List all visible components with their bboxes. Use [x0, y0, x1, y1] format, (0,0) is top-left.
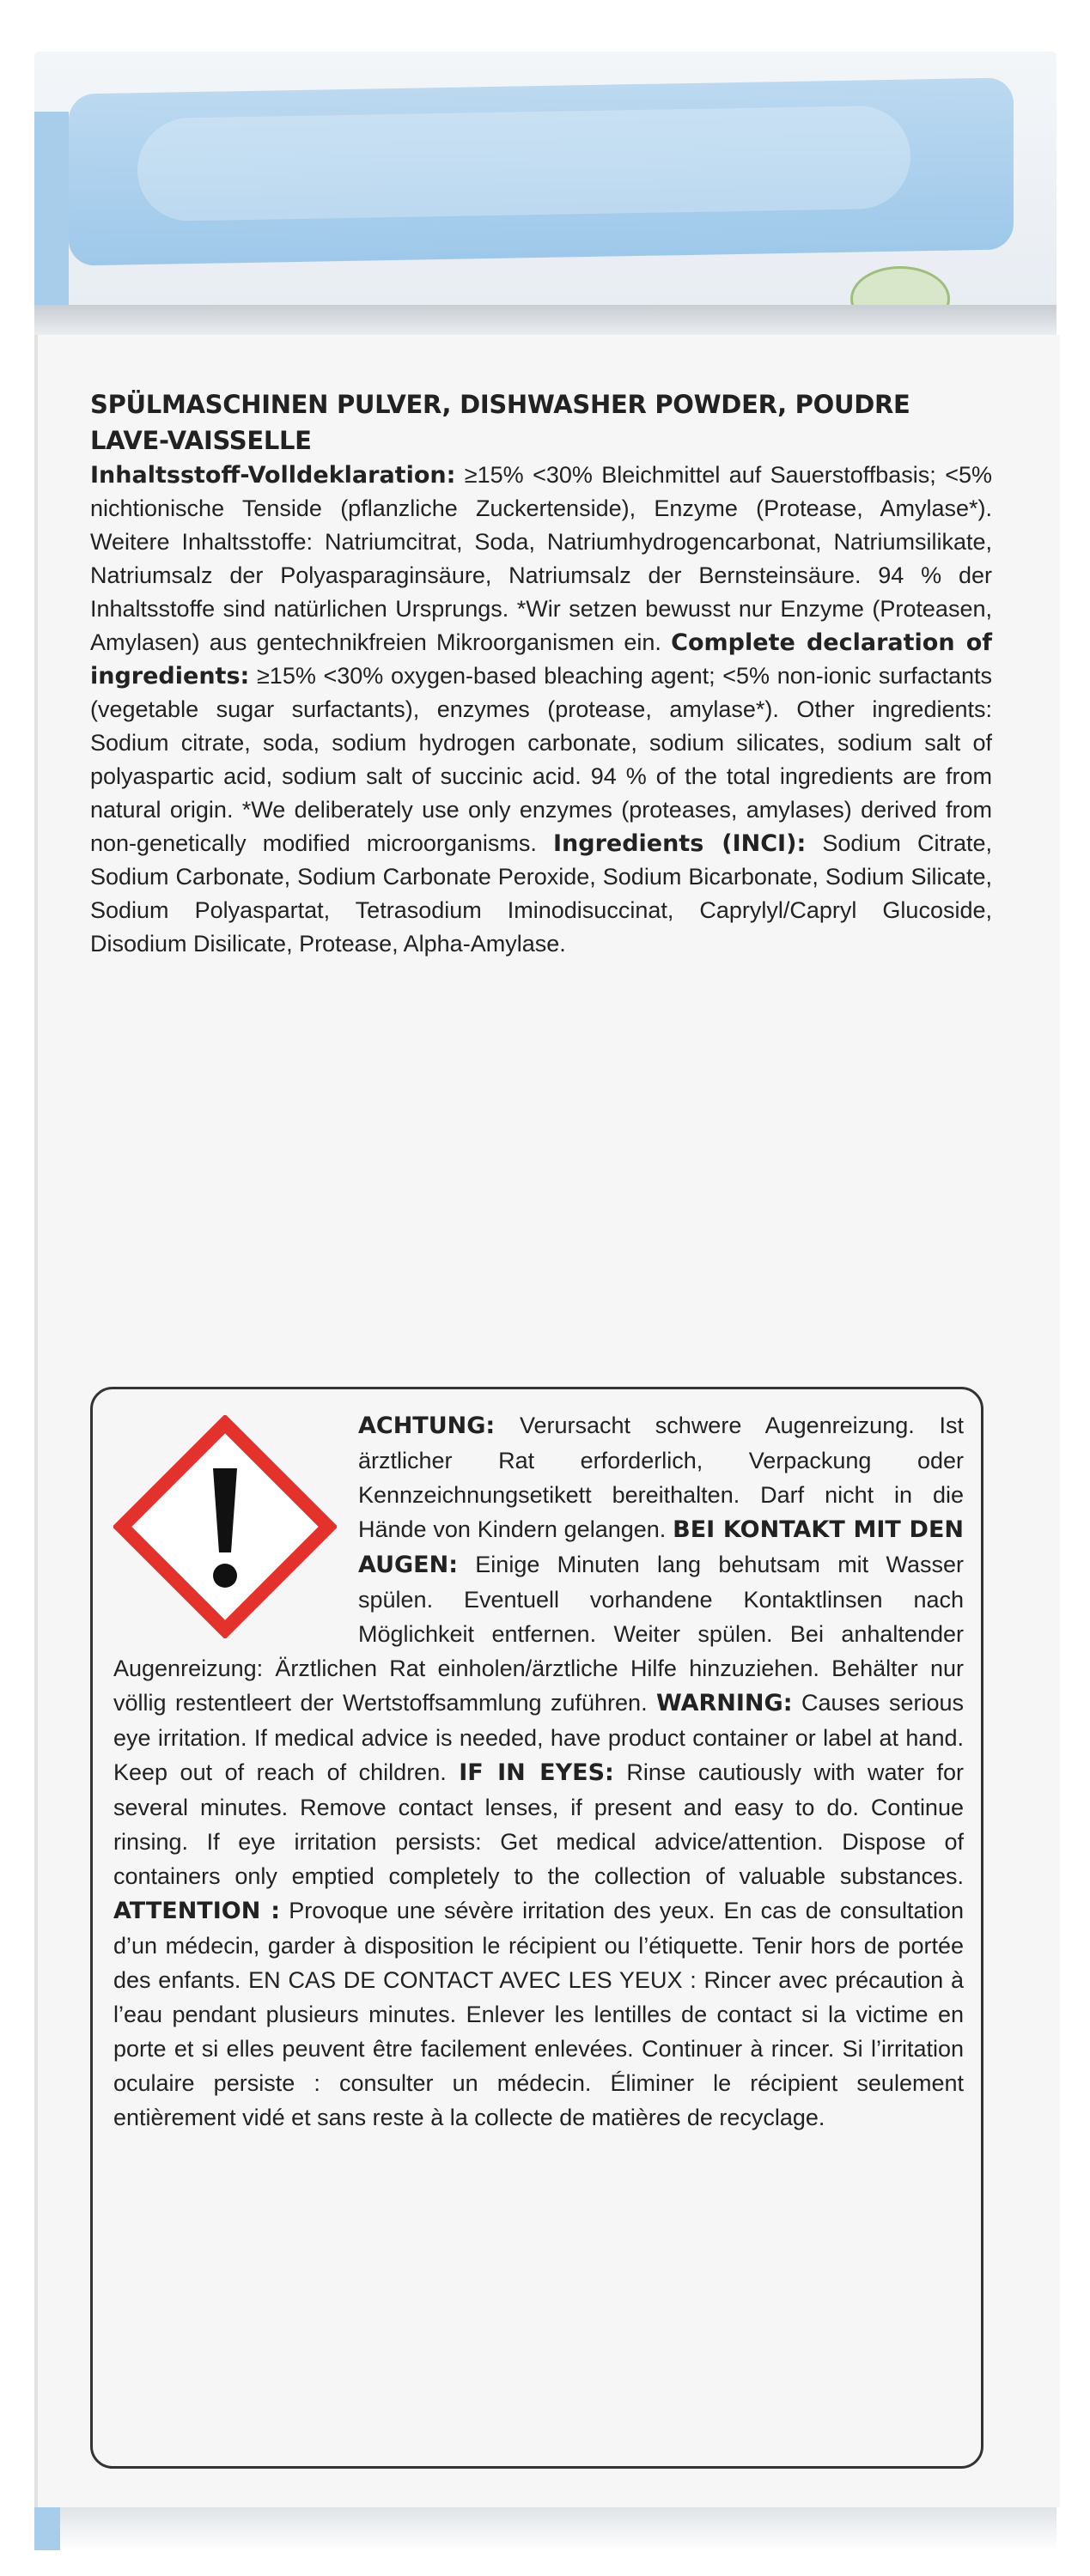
achtung-text: Verursacht schwere Augenreizung. Ist ärztlicher Rat erforderlich, Verpackung oder Kennzeichnungsetikett bereithalten. Darf nicht in die Hände von Kindern gelangen.: [358, 1413, 964, 1542]
box-left-edge: [34, 112, 69, 326]
de-text: ≥15% <30% Bleichmittel auf Sauerstoffbasis; <5% nichtionische Tenside (pflanzliche Zuckertenside), Enzyme (Protease, Amylase*). Weitere Inhaltsstoffe: Natriumcitrat, Soda, Natriumhydrogencarbonat, Natriumsilikate, Natriumsalz der Polyasparaginsäure, Natriumsalz der Bernsteinsäure. 94 % der Inhaltsstoffe sind natürlichen Ursprungs. *Wir setzen bewusst nur Enzyme (Proteasen, Amylasen) aus gentechnikfreien Mikroorganismen ein.: [90, 462, 992, 655]
if-in-eyes-text: Rinse cautiously with water for several minutes. Remove contact lenses, if present and easy to do. Continue rinsing. If eye irritation persists: Get medical advice/attention. Dispose of containers only emptied completely to the collection of valuable substances.: [113, 1759, 964, 1889]
box-bottom-edge: [34, 2507, 1057, 2550]
achtung-heading: ACHTUNG:: [358, 1413, 496, 1439]
inci-heading: Ingredients (INCI):: [552, 830, 807, 857]
warning-heading: WARNING:: [656, 1690, 793, 1716]
product-title: SPÜLMASCHINEN PULVER, DISHWASHER POWDER, POUDRE LAVE-VAISSELLE: [90, 390, 910, 455]
top-blue-band: [69, 77, 1014, 265]
box-bottom-blue: [34, 2507, 60, 2550]
bei-kontakt-text: Einige Minuten lang behutsam mit Wasser spülen. Eventuell vorhandene Kontaktlinsen nach Möglichkeit entfernen. Weiter spülen. Bei anhaltender Augenreizung: Ärztlichen Rat einholen/ärztliche Hilfe hinzuziehen. Behälter nur völlig restentleert der Wertstoffsammlung zuführen.: [113, 1552, 964, 1716]
en-heading: Complete declaration of ingredients:: [90, 629, 993, 690]
de-heading: Inhaltsstoff-Volldeklaration:: [90, 462, 456, 489]
ingredients-section: [90, 386, 992, 961]
if-in-eyes-heading: IF IN EYES:: [459, 1759, 614, 1786]
inci-text: Sodium Citrate, Sodium Carbonate, Sodium Carbonate Peroxide, Sodium Bicarbonate, Sodium Silicate, Sodium Polyaspartat, Tetrasodium Iminodisuccinat, Caprylyl/Capryl Glucoside, Disodium Disilicate, Protease, Alpha-Amylase.: [90, 830, 992, 957]
hazard-warning-text: [113, 1408, 964, 2135]
attention-heading: ATTENTION :: [113, 1898, 281, 1924]
box-top: [34, 52, 1057, 326]
bei-kontakt-heading: BEI KONTAKT MIT DEN AUGEN:: [358, 1516, 964, 1578]
warning-text: Causes serious eye irritation. If medical advice is needed, have product container or label at hand. Keep out of reach of children.: [113, 1690, 964, 1785]
attention-text: Provoque une sévère irritation des yeux. En cas de consultation d’un médecin, garder à disposition le récipient ou l’étiquette. Tenir hors de portée des enfants. EN CAS DE CONTACT AVEC LES YEUX : Rincer avec précaution à l’eau pendant plusieurs minutes. Enlever les lentilles de contact si la victime en porte et si elles peuvent être facilement enlevées. Continuer à rincer. Si l’irritation oculaire persiste : consulter un médecin. Éliminer le récipient seulement entièrement vidé et sans reste à la collecte de matières de recyclage.: [113, 1898, 964, 2130]
ingredients-text: [90, 459, 992, 961]
en-text: ≥15% <30% oxygen-based bleaching agent; <5% non-ionic surfactants (vegetable sugar surfactants), enzymes (protease, amylase*). Other ingredients: Sodium citrate, soda, sodium hydrogen carbonate, sodium silicates, sodium salt of polyaspartic acid, sodium salt of succinic acid. 94 % of the total ingredients are from natural origin. *We deliberately use only enzymes (proteases, amylases) derived from non-genetically modified microorganisms.: [90, 663, 992, 856]
hazard-warning-box: [90, 1387, 983, 2469]
box-top-edge: [34, 305, 1057, 339]
